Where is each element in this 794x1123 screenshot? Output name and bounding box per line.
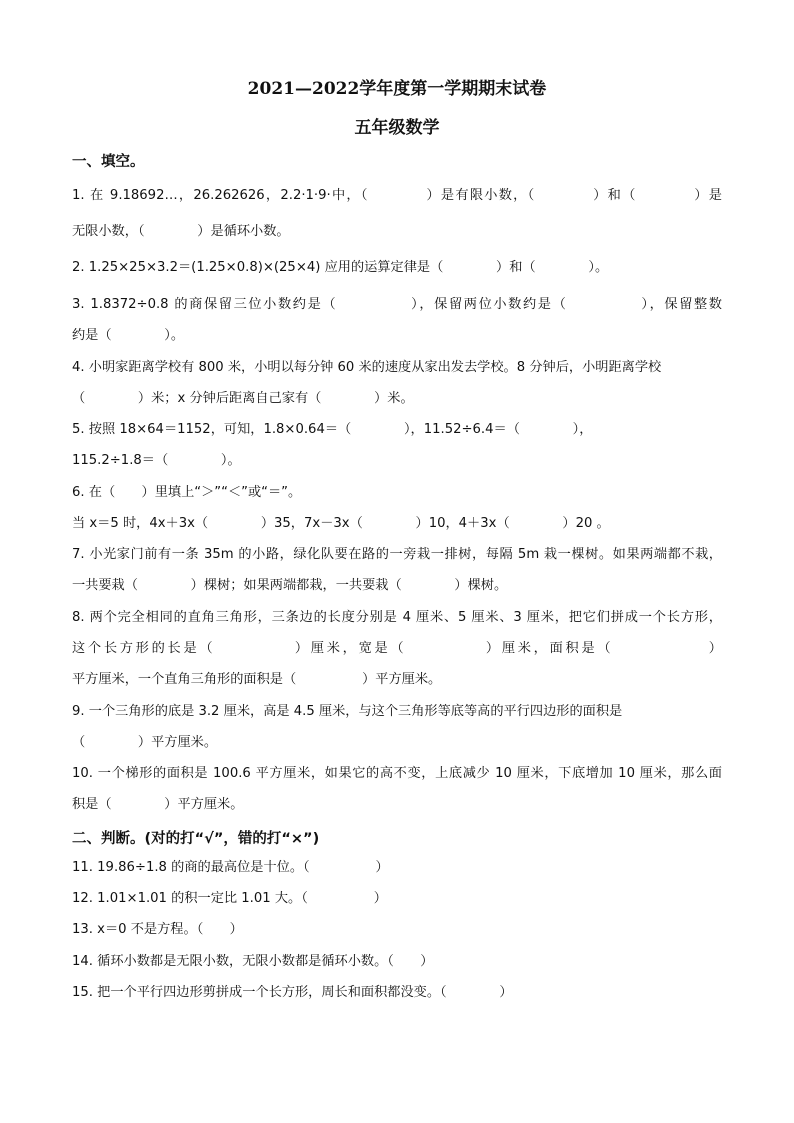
question-line: 当 x＝5 时，4x＋3x（ ）35，7x－3x（ ）10，4＋3x（ ）20 。 [72,516,610,531]
question-line: 7. 小光家门前有一条 35m 的小路，绿化队要在路的一旁栽一排树，每隔 5m 栽一棵树。如果两端都不栽， [72,547,722,562]
question-line: 2. 1.25×25×3.2＝(1.25×0.8)×(25×4) 应用的运算定律是（ ）和（ ）。 [72,260,609,275]
question-line: 4. 小明家距离学校有 800 米，小明以每分钟 60 米的速度从家出发去学校。8 分钟后，小明距离学校 [72,360,662,375]
question-line: （ ）平方厘米。 [72,735,218,750]
question-line: 积是（ ）平方厘米。 [72,797,244,812]
page-title: 2021—2022学年度第一学期期末试卷 [247,79,547,99]
question-line: 10. 一个梯形的面积是 100.6 平方厘米，如果它的高不变，上底减少 10 厘米，下底增加 10 厘米，那么面 [72,766,722,781]
question-line: 1. 在 9.18692…，26.262626，2.2·1·9·中，（ ）是有限小数，（ ）和（ ）是 [72,188,722,203]
question-line: 12. 1.01×1.01 的积一定比 1.01 大。（ ） [72,891,387,906]
question-line: 11. 19.86÷1.8 的商的最高位是十位。（ ） [72,860,389,875]
question-line: 一共要栽（ ）棵树；如果两端都栽，一共要栽（ ）棵树。 [72,578,508,593]
question-line: 115.2÷1.8＝（ ）。 [72,453,241,468]
question-line: 5. 按照 18×64＝1152，可知，1.8×0.64＝（ ），11.52÷6.4＝（ ）， [72,422,593,437]
question-line: 3. 1.8372÷0.8 的商保留三位小数约是（ ），保留两位小数约是（ ），保留整数 [72,297,722,312]
question-line: 平方厘米，一个直角三角形的面积是（ ）平方厘米。 [72,672,442,687]
question-line: 约是（ ）。 [72,328,185,343]
question-line: 6. 在（ ）里填上“＞”“＜”或“＝”。 [72,485,302,500]
question-line: 15. 把一个平行四边形剪拼成一个长方形，周长和面积都没变。（ ） [72,985,513,1000]
question-line: 8. 两个完全相同的直角三角形，三条边的长度分别是 4 厘米、5 厘米、3 厘米，把它们拼成一个长方形， [72,610,722,625]
section-heading-true-false: 二、判断。(对的打“√”，错的打“×”) [72,831,320,847]
question-line: 13. x＝0 不是方程。（ ） [72,922,243,937]
question-line: 无限小数，（ ）是循环小数。 [72,224,290,239]
question-line: （ ）米；x 分钟后距离自己家有（ ）米。 [72,391,414,406]
question-line: 14. 循环小数都是无限小数，无限小数都是循环小数。（ ） [72,954,434,969]
question-line: 9. 一个三角形的底是 3.2 厘米，高是 4.5 厘米，与这个三角形等底等高的平行四边形的面积是 [72,704,623,719]
section-heading-fill-blank: 一、填空。 [72,154,145,170]
question-line: 这个长方形的长是（ ）厘米，宽是（ ）厘米，面积是（ ） [72,641,722,656]
page-subtitle: 五年级数学 [354,118,440,138]
